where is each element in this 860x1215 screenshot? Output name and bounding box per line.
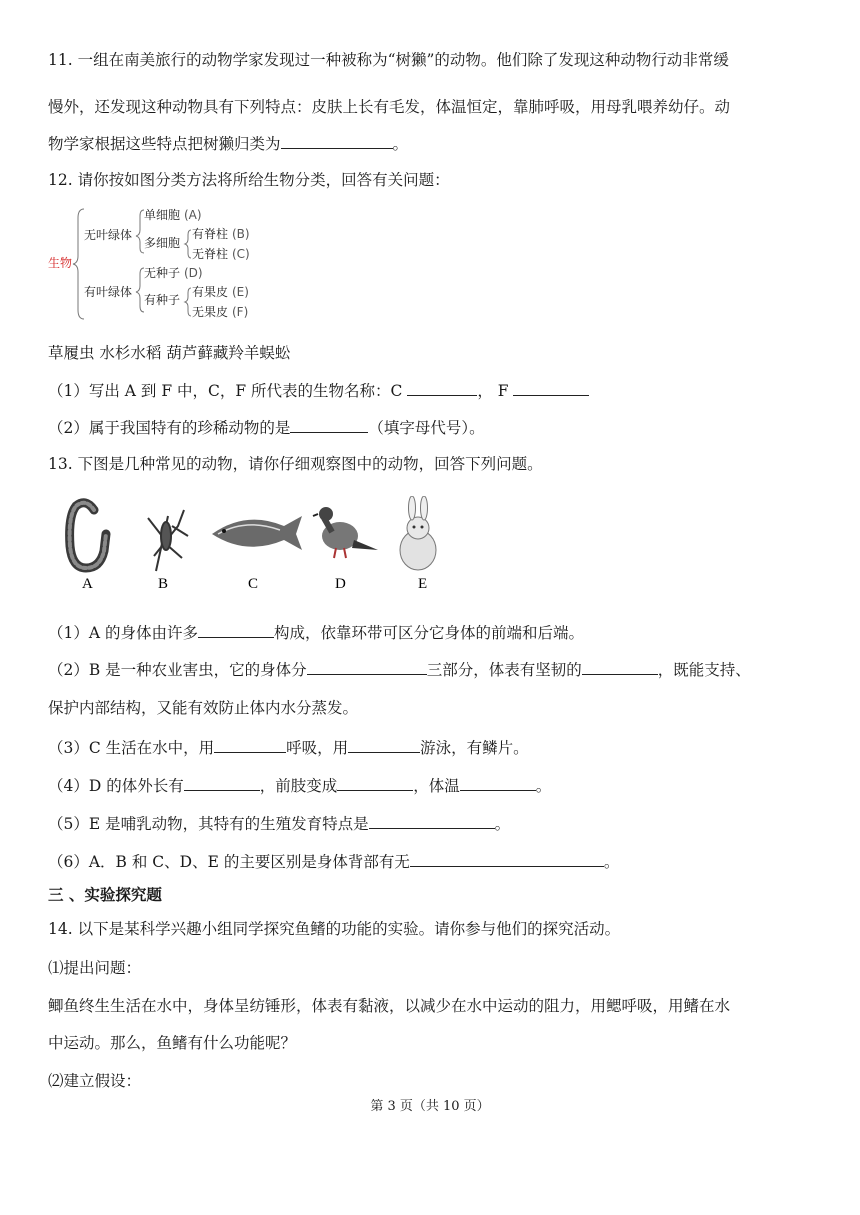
q12-organisms: 草履虫 水杉水稻 葫芦藓藏羚羊蜈蚣 [48, 344, 291, 362]
q13-exoskeleton-blank[interactable] [582, 658, 658, 675]
tree-peel-tag: (E) [232, 285, 249, 299]
multi-brace [185, 230, 191, 258]
label-d: D [335, 576, 346, 592]
q13-body-parts-blank[interactable] [307, 658, 427, 675]
q12-part2-text: （2）属于我国特有的珍稀动物的是 [48, 419, 291, 437]
grasshopper-image [148, 510, 188, 571]
q13-fin-blank[interactable] [348, 736, 420, 753]
tree-peel: 有果皮 [192, 285, 229, 299]
q13-part1 [48, 621, 584, 644]
q14-step1: ⑴提出问题： [48, 959, 142, 977]
tree-no-spine-tag: (C) [232, 247, 250, 261]
seed-brace [185, 288, 191, 316]
q13-part2-end: ，既能支持、 [657, 661, 751, 679]
q12-part2-end: （填字母代号）。 [368, 419, 485, 437]
q13-spine-blank[interactable] [410, 850, 604, 867]
tree-root: 生物 [48, 256, 73, 270]
tree-single-tag: (A) [184, 208, 202, 222]
q12-rare-blank[interactable] [290, 416, 368, 433]
q14-intro: 14. 以下是某科学兴趣小组同学探究鱼鳍的功能的实验。请你参与他们的探究活动。 [48, 920, 621, 938]
q11-answer-blank[interactable] [281, 132, 393, 149]
q14-step2: ⑵建立假设： [48, 1072, 142, 1090]
fish-image [212, 516, 302, 550]
q13-part4-text: （4）D 的体外长有 [48, 777, 184, 795]
q13-part2-mid: 三部分，体表有坚韧的 [426, 661, 582, 679]
tree-leaf: 有叶绿体 [84, 285, 133, 299]
label-e: E [418, 576, 428, 592]
label-b: B [158, 576, 169, 592]
q13-temperature-blank[interactable] [460, 774, 536, 791]
tree-spine: 有脊柱 [192, 227, 229, 241]
q11-line2: 慢外，还发现这种动物具有下列特点：皮肤上长有毛发，体温恒定，靠肺呼吸，用母乳喂养幼仔。动 [48, 98, 731, 116]
pigeon-image [313, 507, 378, 558]
earthworm-image [70, 503, 106, 568]
q13-reproduction-blank[interactable] [369, 812, 495, 829]
leaf-brace [136, 268, 144, 312]
q13-part3-end: 游泳，有鳞片。 [420, 739, 529, 757]
q12-part1-mid: ， F [477, 382, 509, 400]
q12-part1 [48, 379, 589, 402]
q13-feather-blank[interactable] [184, 774, 260, 791]
q13-intro: 13. 下图是几种常见的动物，请你仔细观察图中的动物，回答下列问题。 [48, 455, 543, 473]
q13-segment-blank[interactable] [198, 621, 274, 638]
q13-part5 [48, 812, 510, 835]
q13-gill-blank[interactable] [214, 736, 286, 753]
tree-seed: 有种子 [144, 293, 181, 307]
q13-part1-end: 构成，依靠环带可区分它身体的前端和后端。 [273, 624, 584, 642]
q12-c-blank[interactable] [407, 379, 477, 396]
q13-part6-text: （6）A．B 和 C、D、E 的主要区别是身体背部有无 [48, 853, 410, 871]
q14-body2: 中运动。那么，鱼鳍有什么功能呢？ [48, 1034, 297, 1052]
tree-no-seed: 无种子 [144, 266, 181, 280]
q13-part4 [48, 774, 551, 797]
q11-line3 [48, 132, 408, 155]
q13-part4-end: 。 [535, 777, 552, 795]
root-brace [73, 209, 84, 319]
tree-no-spine: 无脊柱 [192, 247, 229, 261]
q12-f-blank[interactable] [513, 379, 589, 396]
q13-part1-text: （1）A 的身体由许多 [48, 624, 198, 642]
classification-tree-diagram [46, 204, 266, 326]
label-c: C [248, 576, 259, 592]
q11-line1: 11. 一组在南美旅行的动物学家发现过一种被称为“树獭”的动物。他们除了发现这种动物行动非常缓 [48, 51, 729, 69]
tree-no-seed-tag: (D) [184, 266, 203, 280]
q13-part2 [48, 658, 751, 681]
q12-part1-text: （1）写出 A 到 F 中，C，F 所代表的生物名称：C [48, 382, 403, 400]
tree-single: 单细胞 [144, 208, 181, 222]
rabbit-image [400, 496, 436, 570]
q13-part2-line2: 保护内部结构，又能有效防止体内水分蒸发。 [48, 699, 359, 717]
q13-part5-text: （5）E 是哺乳动物，其特有的生殖发育特点是 [48, 815, 369, 833]
tree-spine-tag: (B) [232, 227, 250, 241]
q13-part3-text: （3）C 生活在水中，用 [48, 739, 215, 757]
tree-no-peel: 无果皮 [192, 305, 229, 319]
q13-part4-mid2: ，体温 [413, 777, 460, 795]
q13-part3 [48, 736, 529, 759]
tree-multi: 多细胞 [144, 236, 181, 250]
q13-part5-end: 。 [494, 815, 511, 833]
q13-part2-text: （2）B 是一种农业害虫，它的身体分 [48, 661, 307, 679]
q13-wing-blank[interactable] [337, 774, 413, 791]
q12-part2 [48, 416, 485, 439]
tree-no-leaf: 无叶绿体 [84, 228, 133, 242]
animals-figure [56, 496, 456, 596]
q11-line3-end: 。 [392, 135, 409, 153]
q13-part4-mid: ，前肢变成 [259, 777, 338, 795]
label-a: A [82, 576, 93, 592]
no-leaf-brace [136, 210, 144, 253]
tree-no-peel-tag: (F) [232, 305, 249, 319]
section-heading: 三 、实验探究题 [48, 885, 162, 904]
q13-part6-end: 。 [603, 853, 620, 871]
q11-line3-text: 物学家根据这些特点把树獭归类为 [48, 135, 281, 153]
page-footer: 第 3 页（共 10 页） [370, 1099, 490, 1114]
q14-body1: 鲫鱼终生生活在水中，身体呈纺锤形，体表有黏液，以减少在水中运动的阻力，用鳃呼吸，用鳍在水 [48, 997, 731, 1015]
q13-part6 [48, 850, 619, 873]
q13-part3-mid: 呼吸，用 [286, 739, 349, 757]
q12-intro: 12. 请你按如图分类方法将所给生物分类，回答有关问题： [48, 171, 450, 189]
